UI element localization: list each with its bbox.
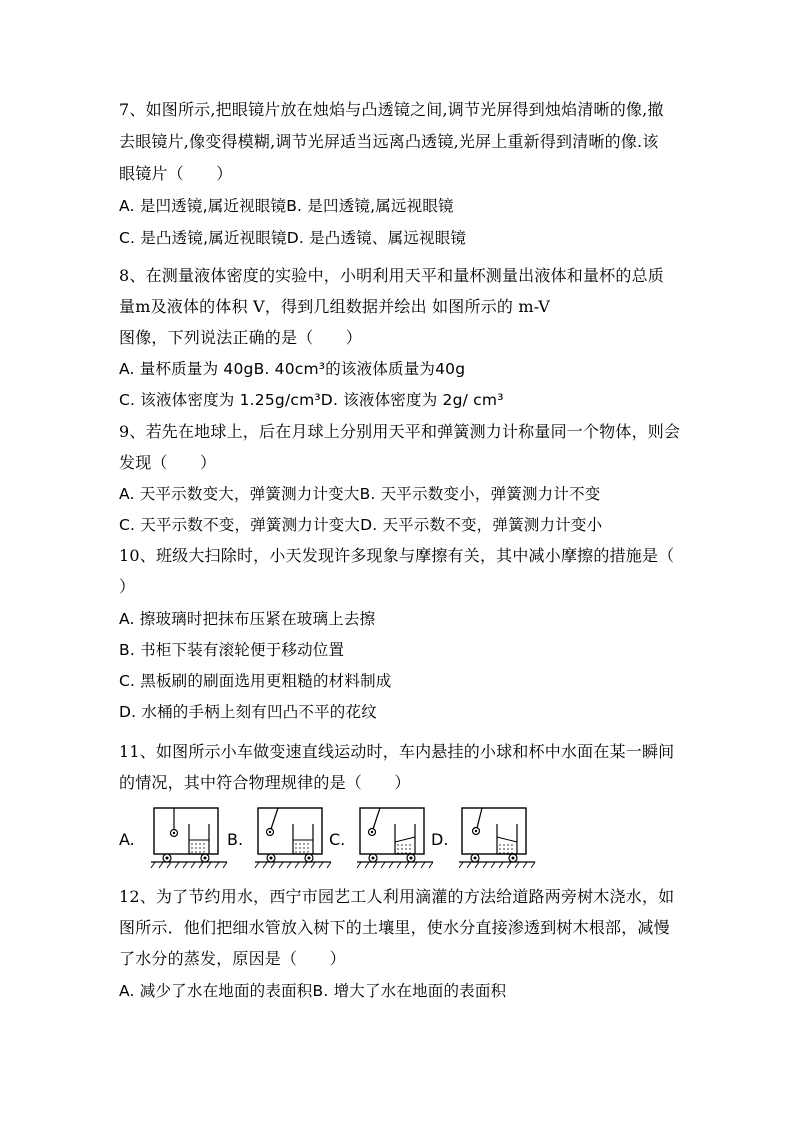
q8-options-ab: A. 量杯质量为 40gB. 40cm³的该液体质量为40g xyxy=(119,360,466,378)
q7-options-ab: A. 是凹透镜,属近视眼镜B. 是凹透镜,属远视眼镜 xyxy=(119,197,454,215)
q12-stem-line-2: 图所示．他们把细水管放入树下的土壤里，使水分直接渗透到树木根部，减慢 xyxy=(119,918,670,937)
q7-stem-line-3: 眼镜片（ ） xyxy=(119,164,233,183)
q9-stem-line-1: 9、若先在地球上，后在月球上分别用天平和弹簧测力计称量同一个物体，则会 xyxy=(119,422,681,441)
q10-option-b: B. 书柜下装有滚轮便于移动位置 xyxy=(119,641,345,659)
q11-label-a: A. xyxy=(119,830,135,849)
cart-figure-b xyxy=(253,802,333,874)
q11-figure-row xyxy=(119,802,539,874)
q12-stem-line-3: 了水分的蒸发，原因是（ ） xyxy=(119,949,346,968)
q7-stem-line-1: 7、如图所示,把眼镜片放在烛焰与凸透镜之间,调节光屏得到烛焰清晰的像,撤 xyxy=(119,100,664,119)
cart-figure-a xyxy=(149,802,229,874)
q9-stem-line-2: 发现（ ） xyxy=(119,453,217,472)
q7-stem-line-2: 去眼镜片,像变得模糊,调节光屏适当远离凸透镜,光屏上重新得到清晰的像.该 xyxy=(119,132,659,151)
q9-options-ab: A. 天平示数变大，弹簧测力计变大B. 天平示数变小，弹簧测力计不变 xyxy=(119,485,601,503)
q11-stem-line-1: 11、如图所示小车做变速直线运动时，车内悬挂的小球和杯中水面在某一瞬间 xyxy=(119,742,675,761)
q10-stem-line-2: ） xyxy=(119,577,136,596)
q10-option-c: C. 黑板刷的刷面选用更粗糙的材料制成 xyxy=(119,672,392,690)
q10-stem-line-1: 10、班级大扫除时，小天发现许多现象与摩擦有关，其中减小摩擦的措施是（ xyxy=(119,546,675,565)
q8-options-cd: C. 该液体密度为 1.25g/cm³D. 该液体密度为 2g/ cm³ xyxy=(119,391,504,409)
q7-options-cd: C. 是凸透镜,属近视眼镜D. 是凸透镜、属远视眼镜 xyxy=(119,229,467,247)
q10-option-d: D. 水桶的手柄上刻有凹凸不平的花纹 xyxy=(119,703,377,721)
q11-label-c: C. xyxy=(329,830,346,849)
q12-stem-line-1: 12、为了节约用水，西宁市园艺工人利用滴灌的方法给道路两旁树木浇水，如 xyxy=(119,887,675,906)
q8-stem-line-3: 图像，下列说法正确的是（ ） xyxy=(119,328,363,347)
cart-figure-c xyxy=(355,802,435,874)
q8-stem-line-1: 8、在测量液体密度的实验中，小明利用天平和量杯测量出液体和量杯的总质 xyxy=(119,266,664,285)
q8-stem-line-2: 量m及液体的体积 V，得到几组数据并绘出 如图所示的 m-V xyxy=(119,297,550,316)
cart-figure-d xyxy=(457,802,537,874)
q11-label-b: B. xyxy=(227,830,244,849)
q12-options-ab: A. 减少了水在地面的表面积B. 增大了水在地面的表面积 xyxy=(119,982,507,1000)
q11-stem-line-2: 的情况，其中符合物理规律的是（ ） xyxy=(119,773,411,792)
q11-label-d: D. xyxy=(431,830,449,849)
q10-option-a: A. 擦玻璃时把抹布压紧在玻璃上去擦 xyxy=(119,610,376,628)
q9-options-cd: C. 天平示数不变，弹簧测力计变大D. 天平示数不变，弹簧测力计变小 xyxy=(119,516,603,534)
